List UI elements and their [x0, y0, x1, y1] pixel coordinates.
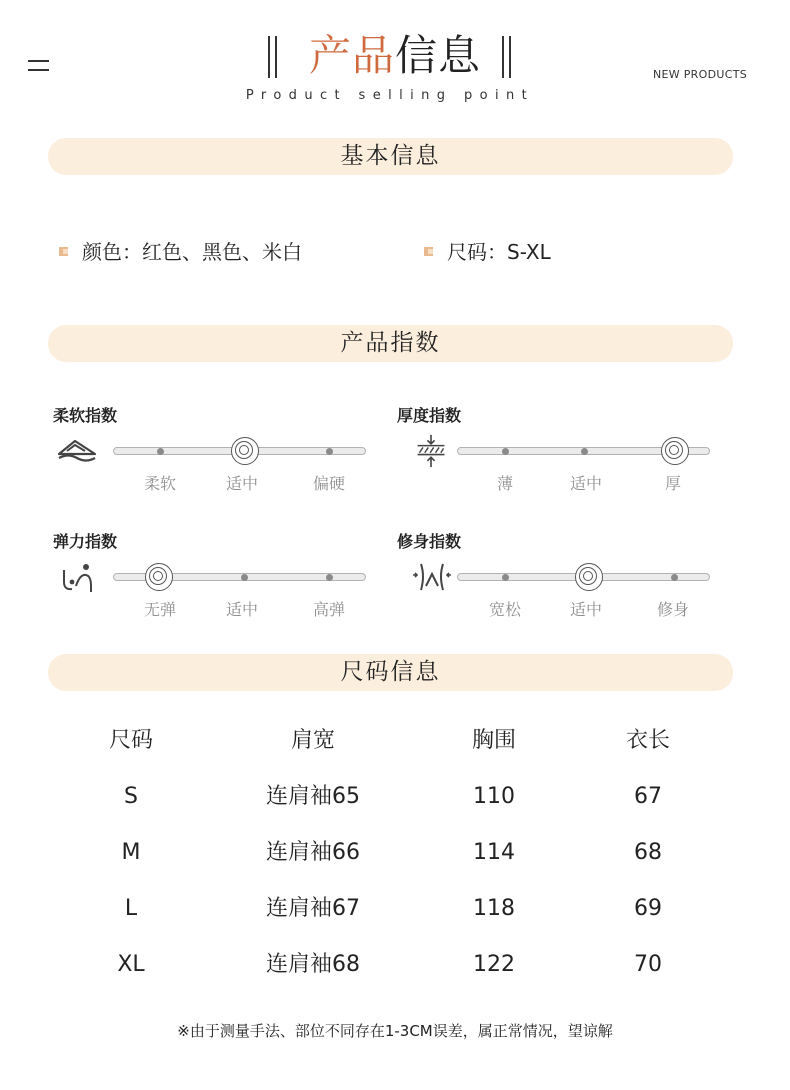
- table-cell: XL: [117, 952, 145, 977]
- thickness-icon: [410, 434, 452, 468]
- table-cell: 110: [473, 784, 515, 809]
- index-title-fit: 修身指数: [397, 532, 462, 551]
- fit-dot-3: [671, 574, 678, 581]
- page-title-rest: 信息: [395, 31, 482, 80]
- info-sizes-text: 尺码：S-XL: [447, 240, 551, 264]
- section-product-index: 产品指数: [48, 325, 733, 362]
- table-cell: 连肩袖68: [266, 952, 360, 977]
- table-header-length: 衣长: [625, 728, 670, 753]
- new-products-badge: NEW PRODUCTS: [653, 68, 747, 81]
- page-subtitle: Product selling point: [245, 88, 535, 103]
- thickness-label-3: 厚: [664, 474, 681, 493]
- table-header-chest: 胸围: [471, 728, 516, 753]
- page-title-accent: 产品: [308, 31, 395, 80]
- index-title-elasticity: 弹力指数: [53, 532, 118, 551]
- table-cell: 连肩袖67: [266, 896, 360, 921]
- fit-label-1: 宽松: [488, 600, 521, 619]
- thickness-dot-2: [581, 448, 588, 455]
- softness-dot-1: [157, 448, 164, 455]
- elasticity-dot-2: [241, 574, 248, 581]
- table-header-size: 尺码: [108, 728, 153, 753]
- table-cell: 67: [634, 784, 662, 809]
- info-sizes: [424, 239, 551, 265]
- section-size-info: 尺码信息: [48, 654, 733, 691]
- elasticity-dot-3: [326, 574, 333, 581]
- fit-label-2: 适中: [569, 600, 602, 619]
- info-colors: [59, 239, 302, 265]
- elasticity-label-3: 高弹: [312, 600, 345, 619]
- softness-dot-3: [326, 448, 333, 455]
- softness-label-3: 偏硬: [312, 474, 345, 493]
- title-divider-left: [268, 36, 271, 78]
- fit-body-icon: [411, 560, 453, 594]
- table-cell: 连肩袖65: [266, 784, 360, 809]
- fit-dot-1: [502, 574, 509, 581]
- page-title: [285, 28, 505, 84]
- section-basic-info: 基本信息: [48, 138, 733, 175]
- thickness-dot-1: [502, 448, 509, 455]
- measurement-note: ※由于测量手法、部位不同存在1-3CM误差，属正常情况，望谅解: [177, 1022, 613, 1040]
- softness-label-1: 柔软: [143, 474, 176, 493]
- bullet-icon: [424, 247, 433, 256]
- table-cell: M: [121, 840, 141, 865]
- table-cell: 68: [634, 840, 662, 865]
- menu-icon[interactable]: [28, 60, 49, 70]
- thickness-selected-knob: [661, 437, 689, 465]
- thickness-label-1: 薄: [496, 474, 513, 493]
- table-cell: 114: [473, 840, 515, 865]
- thickness-label-2: 适中: [569, 474, 602, 493]
- table-cell: L: [124, 896, 138, 921]
- elasticity-selected-knob: [145, 563, 173, 591]
- table-header-shoulder: 肩宽: [290, 728, 335, 753]
- index-title-thickness: 厚度指数: [397, 406, 462, 425]
- title-divider-right: [502, 36, 505, 78]
- fit-selected-knob: [575, 563, 603, 591]
- index-title-softness: 柔软指数: [53, 406, 118, 425]
- table-cell: S: [124, 784, 138, 809]
- table-cell: 连肩袖66: [266, 840, 360, 865]
- soft-fabric-icon: [56, 436, 98, 470]
- fit-label-3: 修身: [656, 600, 689, 619]
- info-colors-text: 颜色：红色、黑色、米白: [82, 240, 302, 264]
- table-cell: 70: [634, 952, 662, 977]
- softness-selected-knob: [231, 437, 259, 465]
- table-cell: 69: [634, 896, 662, 921]
- table-cell: 122: [473, 952, 515, 977]
- softness-label-2: 适中: [225, 474, 258, 493]
- table-cell: 118: [473, 896, 515, 921]
- elasticity-label-1: 无弹: [143, 600, 176, 619]
- bullet-icon: [59, 247, 68, 256]
- stretch-icon: [56, 560, 98, 594]
- elasticity-label-2: 适中: [225, 600, 258, 619]
